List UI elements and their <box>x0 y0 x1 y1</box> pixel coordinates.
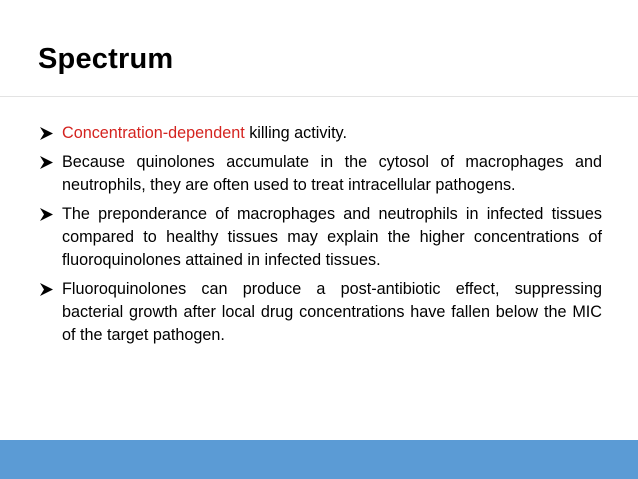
arrow-bullet-icon <box>39 282 54 297</box>
bullet-item <box>38 278 602 347</box>
bullet-item <box>38 122 602 145</box>
bullet-list <box>38 122 602 347</box>
bullet-text: Because quinolones accumulate in the cytosol of macrophages and neutrophils, they are often used to treat intracellular pathogens. <box>62 153 602 194</box>
bullet-text: The preponderance of macrophages and neutrophils in infected tissues compared to healthy tissues may explain the higher concentrations of fluoroquinolones attained in infected tissues. <box>62 205 602 269</box>
footer-band <box>0 440 638 479</box>
arrow-bullet-icon <box>39 207 54 222</box>
bullet-item <box>38 203 602 272</box>
arrow-bullet-icon <box>39 126 54 141</box>
arrow-bullet-icon <box>39 155 54 170</box>
slide-title: Spectrum <box>38 43 174 75</box>
bullet-highlight: Concentration-dependent <box>62 124 245 142</box>
bullet-item <box>38 151 602 197</box>
bullet-text: Fluoroquinolones can produce a post-antibiotic effect, suppressing bacterial growth after local drug concentrations have fallen below the MIC of the target pathogen. <box>62 280 602 344</box>
bullet-text: killing activity. <box>244 124 347 142</box>
title-divider <box>0 96 638 97</box>
